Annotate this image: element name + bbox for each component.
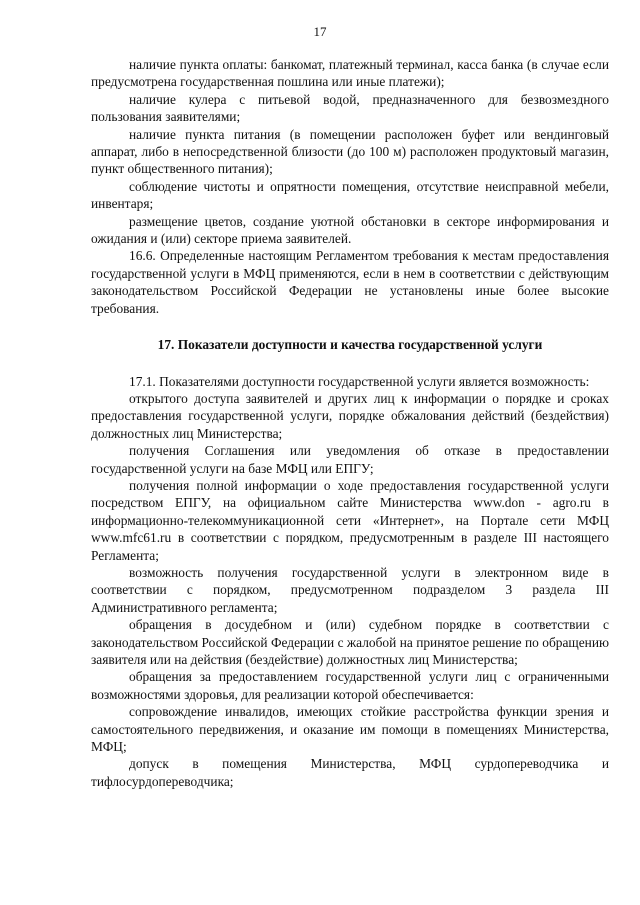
page-number: 17: [313, 24, 327, 39]
document-body: [91, 56, 609, 790]
paragraph: соблюдение чистоты и опрятности помещения, отсутствие неисправной мебели, инвентаря;: [91, 178, 609, 212]
paragraph: размещение цветов, создание уютной обстановки в секторе информирования и ожидания и (или) секторе приема заявителей.: [91, 213, 609, 247]
paragraph: наличие кулера с питьевой водой, предназначенного для безвозмездного пользования заявителями;: [91, 91, 609, 125]
section-heading: 17. Показатели доступности и качества государственной услуги: [157, 337, 543, 353]
paragraph: обращения в досудебном и (или) судебном порядке в соответствии с законодательством Российской Федерации с жалобой на принятое решение по обращению заявителя или на действия (бездействие) должностных лиц Министерства;: [91, 617, 609, 667]
paragraph: допуск в помещения Министерства, МФЦ сурдопереводчика и тифлосурдопереводчика;: [91, 756, 609, 789]
paragraph: открытого доступа заявителей и других лиц к информации о порядке и сроках предоставления государственной услуги, порядке обжалования действий (бездействия) должностных лиц Министерства;: [91, 390, 609, 441]
paragraph: обращения за предоставлением государственной услуги лиц с ограниченными возможностями здоровья, для реализации которой обеспечивается:: [91, 669, 609, 702]
paragraph: сопровождение инвалидов, имеющих стойкие расстройства функции зрения и самостоятельного передвижения, и оказание им помощи в помещениях Министерства, МФЦ;: [91, 704, 609, 755]
paragraph: получения Соглашения или уведомления об отказе в предоставлении государственной услуги на базе МФЦ или ЕПГУ;: [91, 443, 609, 476]
paragraph: получения полной информации о ходе предоставления государственной услуги посредством ЕПГУ, на официальном сайте Министерства www.don - agro.ru в информационно-телекоммуникационной сети «Интернет», на Портале сети МФЦ www.mfc61.ru в соответствии с порядком, предусмотренным в разделе III настоящего Регламента;: [91, 477, 609, 563]
paragraph: наличие пункта питания (в помещении расположен буфет или вендинговый аппарат, либо в непосредственной близости (до 100 м) расположен продуктовый магазин, пункт общественного питания);: [91, 126, 609, 177]
paragraph: возможность получения государственной услуги в электронном виде в соответствии с порядком, предусмотренном подразделом 3 раздела III Административного регламента;: [91, 564, 609, 615]
paragraph: 17.1. Показателями доступности государственной услуги является возможность:: [129, 373, 590, 389]
paragraph: наличие пункта оплаты: банкомат, платежный терминал, касса банка (в случае если предусмотрена государственная пошлина или иные платежи);: [91, 57, 609, 90]
paragraph: 16.6. Определенные настоящим Регламентом требования к местам предоставления государственной услуги в МФЦ применяются, если в нем в соответствии с действующим законодательством Российской Федерации не установлены иные более высокие требования.: [91, 248, 609, 316]
